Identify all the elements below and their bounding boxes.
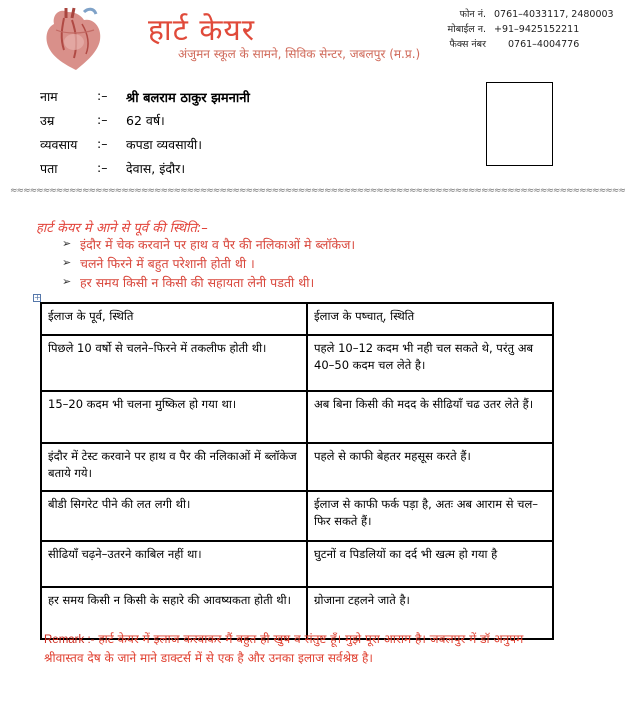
contact-fax: फैक्स नंबर 0761–4004776: [449, 39, 580, 50]
cell-before: इंदौर में टेस्ट करवाने पर हाथ व पैर की नलिकाओं में ब्लॉकेज बताये गये।: [41, 443, 307, 491]
list-item: ➢ इंदौर में चेक करवाने पर हाथ व पैर की नलिकाओं मे ब्लॉकेज।: [62, 237, 356, 252]
table-row: [41, 491, 553, 541]
remark-text: हार्ट केयर में इलाज करवाकर मैं बहुत ही खुष व संतुष्ट हूँ। मुझे पूरा आराम है। जबलपुर में डॉ अनुपम श्रीवास्तव देष के जाने माने डाक्टर्स में से एक है और उनका इलाज सर्वश्रेष्ठ है।: [44, 632, 524, 665]
header-before: ईलाज के पूर्व, स्थिति: [41, 303, 307, 335]
table-row: [41, 541, 553, 587]
cell-before: सीढियॉं चढ़ने–उतरने काबिल नहीं था।: [41, 541, 307, 587]
contact-block: [420, 7, 614, 52]
condition-list: [62, 236, 355, 293]
cell-after: पहले से काफी बेहतर महसूस करते हैं।: [307, 443, 553, 491]
heart-logo-icon: [38, 6, 110, 72]
remark: [44, 630, 564, 667]
table-header-row: [41, 303, 553, 335]
clinic-name: हार्ट केयर: [148, 13, 256, 48]
patient-name: श्री बलराम ठाकुर झमनानी: [126, 91, 250, 106]
list-item: ➢ हर समय किसी न किसी की सहायता लेनी पडती थी।: [62, 275, 315, 290]
table-row: [41, 335, 553, 391]
contact-phone: फोन नं. 0761–4033117, 2480003: [459, 9, 614, 20]
header-after: ईलाज के पष्चात्, स्थिति: [307, 303, 553, 335]
arrow-bullet-icon: ➢: [62, 237, 72, 250]
table-move-handle-icon[interactable]: +: [34, 293, 41, 302]
cell-after: पहले 10–12 कदम भी नही चल सकते थे, परंतु अब 40–50 कदम चल लेते है।: [307, 335, 553, 391]
cell-before: पिछले 10 वर्षो से चलने–फिरने में तकलीफ होती थी।: [41, 335, 307, 391]
list-item: ➢ चलने फिरने में बहुत परेशानी होती थी ।: [62, 256, 255, 271]
cell-before: 15–20 कदम भी चलना मुष्किल हो गया था।: [41, 391, 307, 443]
arrow-bullet-icon: ➢: [62, 256, 72, 269]
table-row: [41, 391, 553, 443]
remark-label: Remark :-: [44, 634, 95, 646]
arrow-bullet-icon: ➢: [62, 275, 72, 288]
comparison-table: [40, 302, 554, 640]
cell-after: ईलाज से काफी फर्क पड़ा है, अतः अब आराम से चल–फिर सकते हैं।: [307, 491, 553, 541]
table-row: [41, 443, 553, 491]
wavy-divider: ≈≈≈≈≈≈≈≈≈≈≈≈≈≈≈≈≈≈≈≈≈≈≈≈≈≈≈≈≈≈≈≈≈≈≈≈≈≈≈≈≈≈≈≈≈≈≈≈≈≈≈≈≈≈≈≈≈≈≈≈≈≈≈≈≈≈≈≈≈≈≈≈≈≈≈≈≈≈≈≈≈≈≈≈≈≈≈≈≈≈≈≈≈≈: [10, 186, 625, 196]
photo-placeholder: [486, 82, 553, 166]
cell-after: ग्रोजाना टहलने जाते है।: [307, 587, 553, 639]
cell-after: अब बिना किसी की मदद के सीढियॉं चढ उतर लेते हैं।: [307, 391, 553, 443]
cell-after: घुटनों व पिडलियों का दर्द भी खत्म हो गया है: [307, 541, 553, 587]
cell-before: बीडी सिगरेट पीने की लत लगी थी।: [41, 491, 307, 541]
condition-title: हार्ट केयर मे आने से पूर्व की स्थिति:–: [36, 221, 208, 236]
clinic-address: अंजुमन स्कूल के सामने, सिविक सेन्टर, जबलपुर (म.प्र.): [178, 47, 421, 61]
contact-mobile: मोबाईल न. +91–9425152211: [447, 24, 580, 35]
cell-before: हर समय किसी न किसी के सहारे की आवष्यकता होती थी।: [41, 587, 307, 639]
